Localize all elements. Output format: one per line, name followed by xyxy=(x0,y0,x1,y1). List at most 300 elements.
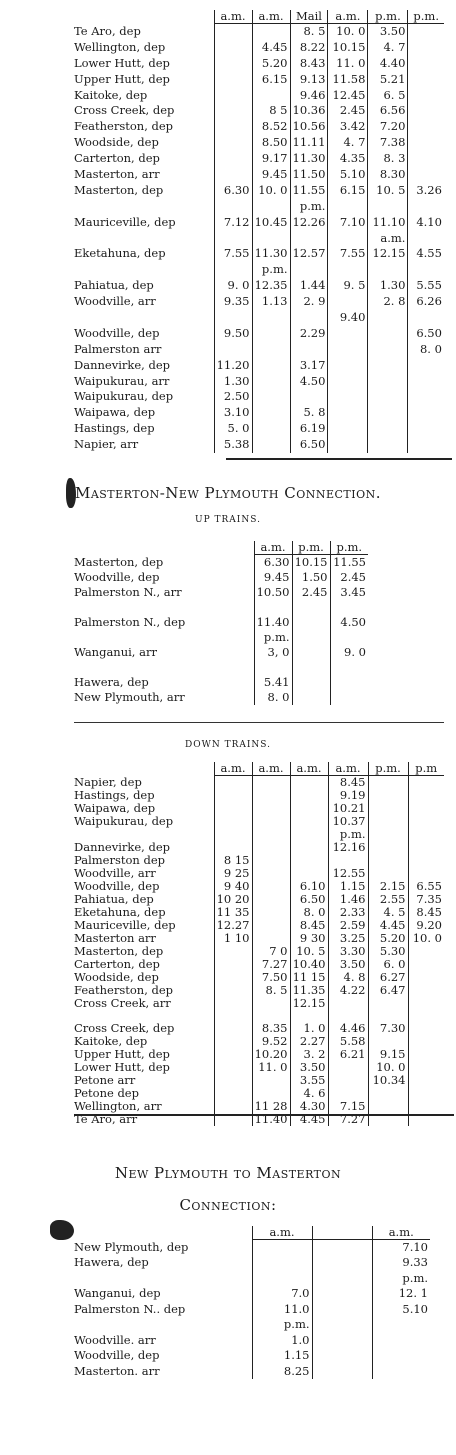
station-name: New Plymouth, arr xyxy=(74,689,185,704)
time-cell xyxy=(252,932,290,945)
rule-divider xyxy=(74,722,444,723)
time-cell: 7.30 xyxy=(368,1022,408,1035)
time-cell: p.m. xyxy=(372,1271,430,1287)
timetable-row xyxy=(74,919,444,932)
time-cell xyxy=(252,893,290,906)
station-name: Masterton, dep xyxy=(74,554,164,569)
time-cell: 2. 9 xyxy=(290,294,328,310)
time-cell: 4. 7 xyxy=(368,39,408,55)
time-cell: 3.45 xyxy=(330,585,368,600)
time-cell: 2.50 xyxy=(214,389,252,405)
time-cell xyxy=(328,1061,368,1074)
time-cell xyxy=(408,1010,444,1022)
time-cell: 8. 0 xyxy=(408,341,444,357)
time-cell xyxy=(328,325,368,341)
timetable-row xyxy=(74,151,444,167)
time-cell xyxy=(408,24,444,40)
timetable-row xyxy=(74,182,444,198)
time-cell xyxy=(214,167,252,183)
time-cell: 6.56 xyxy=(368,103,408,119)
time-cell xyxy=(408,421,444,437)
column-header: p.m. xyxy=(368,10,408,24)
time-cell xyxy=(368,1035,408,1048)
time-cell: 10.15 xyxy=(292,555,330,570)
time-cell xyxy=(408,1087,444,1100)
time-cell xyxy=(368,815,408,828)
timetable-row xyxy=(74,325,444,341)
time-cell xyxy=(368,841,408,854)
time-cell xyxy=(312,1271,372,1287)
station-name: Woodville, dep xyxy=(74,325,160,340)
time-cell xyxy=(408,776,444,790)
time-cell: 4.35 xyxy=(328,151,368,167)
time-cell xyxy=(290,341,328,357)
time-cell xyxy=(214,198,252,214)
time-cell: 5.41 xyxy=(254,675,292,690)
time-cell: 8. 0 xyxy=(290,906,328,919)
time-cell xyxy=(214,1061,252,1074)
timetable-row xyxy=(74,294,444,310)
time-cell: 6.15 xyxy=(328,182,368,198)
time-cell xyxy=(290,262,328,278)
time-cell xyxy=(330,690,368,705)
column-header: a.m. xyxy=(290,762,328,776)
down-trains-table xyxy=(74,762,444,1126)
station-name: Te Aro, arr xyxy=(74,1113,138,1127)
time-cell: 3.25 xyxy=(328,932,368,945)
time-cell xyxy=(408,198,444,214)
time-cell xyxy=(328,230,368,246)
column-header: a.m. xyxy=(254,541,292,555)
time-cell xyxy=(292,690,330,705)
time-cell: 9.35 xyxy=(214,294,252,310)
time-cell xyxy=(408,958,444,971)
time-cell xyxy=(408,984,444,997)
time-cell xyxy=(252,87,290,103)
timetable-row xyxy=(74,1333,430,1349)
time-cell xyxy=(252,341,290,357)
time-cell xyxy=(252,802,290,815)
column-header xyxy=(312,1226,372,1240)
timetable-row xyxy=(74,893,444,906)
time-cell: 6.47 xyxy=(368,984,408,997)
station-name xyxy=(74,230,214,246)
time-cell: 8. 5 xyxy=(290,24,328,40)
time-cell: 12.26 xyxy=(290,214,328,230)
time-cell: 9.33 xyxy=(372,1255,430,1271)
time-cell: 11.30 xyxy=(252,246,290,262)
time-cell xyxy=(252,1087,290,1100)
time-cell: 3.42 xyxy=(328,119,368,135)
time-cell xyxy=(408,389,444,405)
station-name: Palmerston arr xyxy=(74,341,162,356)
timetable-row xyxy=(74,1271,430,1287)
time-cell: 6.30 xyxy=(254,555,292,570)
time-cell: 2. 8 xyxy=(368,294,408,310)
station-name: Waipukurau, dep xyxy=(74,815,174,828)
time-cell xyxy=(252,1074,290,1087)
station-name xyxy=(74,630,254,645)
timetable-row xyxy=(74,198,444,214)
timetable-row xyxy=(74,1240,430,1256)
time-cell: 11.55 xyxy=(290,182,328,198)
time-cell: 11. 0 xyxy=(328,55,368,71)
time-cell: 9.45 xyxy=(252,167,290,183)
time-cell xyxy=(214,1010,252,1022)
time-cell xyxy=(408,945,444,958)
time-cell: 10 20 xyxy=(214,893,252,906)
station-name: Hastings, dep xyxy=(74,789,155,802)
time-cell xyxy=(328,1010,368,1022)
station-name: Napier, arr xyxy=(74,437,139,452)
time-cell: 9.50 xyxy=(214,325,252,341)
time-cell xyxy=(252,880,290,893)
time-cell: 4.30 xyxy=(290,1100,328,1113)
station-name: Wanganui, arr xyxy=(74,644,157,659)
time-cell: 9.45 xyxy=(254,570,292,585)
time-cell: 9.52 xyxy=(252,1035,290,1048)
station-name: Petone dep xyxy=(74,1087,139,1101)
time-cell: 10.34 xyxy=(368,1074,408,1087)
time-cell xyxy=(290,789,328,802)
timetable-row xyxy=(74,119,444,135)
timetable-row xyxy=(74,389,444,405)
timetable-row xyxy=(74,802,444,815)
column-header: Mail xyxy=(290,10,328,24)
time-cell xyxy=(312,1317,372,1333)
time-cell: 5.10 xyxy=(328,167,368,183)
time-cell: 3, 0 xyxy=(254,645,292,660)
time-cell xyxy=(408,828,444,841)
timetable-row xyxy=(74,135,444,151)
time-cell: 8.30 xyxy=(368,167,408,183)
time-cell xyxy=(214,230,252,246)
ink-blot xyxy=(50,1220,74,1240)
rule-divider xyxy=(74,1114,454,1116)
timetable-row xyxy=(74,945,444,958)
time-cell: 6.27 xyxy=(368,971,408,984)
time-cell xyxy=(252,789,290,802)
time-cell: 4.40 xyxy=(368,55,408,71)
time-cell: 1 10 xyxy=(214,932,252,945)
timetable-row xyxy=(74,828,444,841)
timetable-row xyxy=(74,1048,444,1061)
timetable-row xyxy=(74,585,368,600)
station-name: Masterton arr xyxy=(74,932,156,945)
time-cell xyxy=(290,230,328,246)
time-cell xyxy=(368,198,408,214)
time-cell: 8.45 xyxy=(290,919,328,932)
timetable-row xyxy=(74,1317,430,1333)
time-cell xyxy=(368,867,408,880)
time-cell: 4.45 xyxy=(290,1113,328,1126)
station-name: Woodville, dep xyxy=(74,1348,160,1363)
section-title-masterton-new-plymouth: Masterton-New Plymouth Connection. xyxy=(74,484,382,502)
time-cell xyxy=(290,389,328,405)
time-cell: 9.46 xyxy=(290,87,328,103)
timetable-row xyxy=(74,776,444,790)
time-cell: 11.40 xyxy=(252,1113,290,1126)
time-cell xyxy=(408,405,444,421)
time-cell: 5.30 xyxy=(368,945,408,958)
time-cell: 2.29 xyxy=(290,325,328,341)
time-cell xyxy=(408,997,444,1010)
time-cell: 11 35 xyxy=(214,906,252,919)
timetable-row xyxy=(74,789,444,802)
time-cell: 8.35 xyxy=(252,1022,290,1035)
time-cell: 3.50 xyxy=(368,24,408,40)
time-cell: 11.0 xyxy=(252,1302,312,1318)
time-cell xyxy=(252,854,290,867)
time-cell: 10.21 xyxy=(328,802,368,815)
time-cell: 5.10 xyxy=(372,1302,430,1318)
timetable-row xyxy=(74,1255,430,1271)
time-cell xyxy=(214,945,252,958)
station-name: Eketahuna, dep xyxy=(74,246,166,261)
time-cell: 6. 5 xyxy=(368,87,408,103)
time-cell xyxy=(368,357,408,373)
timetable-row xyxy=(74,867,444,880)
time-cell: 4. 8 xyxy=(328,971,368,984)
time-cell xyxy=(214,341,252,357)
time-cell xyxy=(368,1100,408,1113)
timetable-row xyxy=(74,1087,444,1100)
time-cell xyxy=(252,310,290,326)
time-cell xyxy=(408,815,444,828)
timetable-row xyxy=(74,600,368,615)
time-cell xyxy=(408,841,444,854)
time-cell: 10.40 xyxy=(290,958,328,971)
time-cell: 3.50 xyxy=(328,958,368,971)
time-cell xyxy=(214,802,252,815)
time-cell xyxy=(408,357,444,373)
time-cell: 12.15 xyxy=(368,246,408,262)
up-trains-table xyxy=(74,541,368,705)
station-name: Featherston, dep xyxy=(74,119,174,134)
time-cell: 9 40 xyxy=(214,880,252,893)
time-cell xyxy=(330,675,368,690)
time-cell xyxy=(214,135,252,151)
time-cell xyxy=(214,39,252,55)
time-cell: 10.37 xyxy=(328,815,368,828)
time-cell: 9. 0 xyxy=(330,645,368,660)
station-name: Waipukurau, arr xyxy=(74,373,170,388)
header-blank xyxy=(74,541,254,555)
timetable-row xyxy=(74,932,444,945)
header-row xyxy=(74,10,444,24)
time-cell xyxy=(328,1087,368,1100)
station-name: Palmerston N., arr xyxy=(74,584,182,599)
station-name: Hastings, dep xyxy=(74,421,155,436)
timetable-row xyxy=(74,971,444,984)
time-cell xyxy=(214,815,252,828)
time-cell xyxy=(214,1087,252,1100)
time-cell xyxy=(252,919,290,932)
station-name xyxy=(74,660,254,675)
column-header: a.m. xyxy=(252,1226,312,1240)
time-cell xyxy=(214,997,252,1010)
time-cell: 6.10 xyxy=(290,880,328,893)
time-cell xyxy=(328,373,368,389)
time-cell xyxy=(408,1061,444,1074)
time-cell: 7.35 xyxy=(408,893,444,906)
time-cell xyxy=(292,660,330,675)
column-header: a.m. xyxy=(328,762,368,776)
station-name: Woodville, arr xyxy=(74,294,156,309)
time-cell: 9.19 xyxy=(328,789,368,802)
time-cell: 1.46 xyxy=(328,893,368,906)
time-cell: 8.25 xyxy=(252,1364,312,1380)
timetable-row xyxy=(74,841,444,854)
time-cell xyxy=(290,802,328,815)
timetable-row xyxy=(74,278,444,294)
time-cell: 1.0 xyxy=(252,1333,312,1349)
column-header: a.m. xyxy=(372,1226,430,1240)
time-cell xyxy=(214,1048,252,1061)
time-cell: 10.56 xyxy=(290,119,328,135)
time-cell xyxy=(290,841,328,854)
time-cell: 9.20 xyxy=(408,919,444,932)
time-cell: 8. 3 xyxy=(368,151,408,167)
timetable-row xyxy=(74,570,368,585)
time-cell xyxy=(368,802,408,815)
time-cell: 1. 0 xyxy=(290,1022,328,1035)
time-cell: 11.30 xyxy=(290,151,328,167)
timetable-row xyxy=(74,854,444,867)
time-cell xyxy=(408,1100,444,1113)
time-cell: 11.20 xyxy=(214,357,252,373)
time-cell xyxy=(252,421,290,437)
time-cell: 8.45 xyxy=(408,906,444,919)
station-name: New Plymouth, dep xyxy=(74,1239,189,1254)
time-cell xyxy=(214,1100,252,1113)
station-name: Cross Creek, dep xyxy=(74,1022,175,1036)
time-cell: 11 28 xyxy=(252,1100,290,1113)
time-cell: 5.20 xyxy=(368,932,408,945)
header-row xyxy=(74,762,444,776)
time-cell xyxy=(408,230,444,246)
timetable-row xyxy=(74,262,444,278)
time-cell xyxy=(292,675,330,690)
station-name: Te Aro, dep xyxy=(74,23,141,38)
time-cell: 7.27 xyxy=(252,958,290,971)
time-cell xyxy=(252,997,290,1010)
time-cell: 1.13 xyxy=(252,294,290,310)
time-cell xyxy=(372,1364,430,1380)
time-cell: 7.50 xyxy=(252,971,290,984)
timetable-row xyxy=(74,167,444,183)
time-cell xyxy=(312,1302,372,1318)
column-header: p.m. xyxy=(408,10,444,24)
time-cell xyxy=(372,1317,430,1333)
time-cell: p.m. xyxy=(252,1317,312,1333)
column-header: a.m. xyxy=(328,10,368,24)
time-cell xyxy=(368,262,408,278)
station-name: Eketahuna, dep xyxy=(74,906,166,919)
time-cell xyxy=(328,405,368,421)
time-cell xyxy=(312,1286,372,1302)
time-cell: 12.35 xyxy=(252,278,290,294)
column-header: p.m. xyxy=(330,541,368,555)
time-cell: p.m. xyxy=(254,630,292,645)
new-plymouth-to-masterton-table xyxy=(74,1226,430,1379)
time-cell: 6. 0 xyxy=(368,958,408,971)
time-cell: p.m. xyxy=(328,828,368,841)
time-cell xyxy=(368,1087,408,1100)
time-cell: 3.10 xyxy=(214,405,252,421)
main-timetable-section xyxy=(74,10,444,453)
time-cell xyxy=(254,660,292,675)
timetable-row xyxy=(74,997,444,1010)
time-cell xyxy=(408,87,444,103)
time-cell: 10.50 xyxy=(254,585,292,600)
station-name: Woodville, dep xyxy=(74,880,160,893)
timetable-row xyxy=(74,815,444,828)
time-cell: 7.12 xyxy=(214,214,252,230)
time-cell: 3.30 xyxy=(328,945,368,958)
time-cell xyxy=(214,262,252,278)
station-name: Featherston, dep xyxy=(74,984,174,997)
station-name: Masterton, dep xyxy=(74,945,164,958)
time-cell xyxy=(328,1074,368,1087)
time-cell: 11.35 xyxy=(290,984,328,997)
time-cell xyxy=(368,997,408,1010)
time-cell xyxy=(292,630,330,645)
timetable-row xyxy=(74,87,444,103)
time-cell xyxy=(368,341,408,357)
time-cell xyxy=(252,373,290,389)
time-cell: 7.15 xyxy=(328,1100,368,1113)
time-cell xyxy=(408,151,444,167)
station-name: Upper Hutt, dep xyxy=(74,71,170,86)
time-cell: 8. 0 xyxy=(254,690,292,705)
station-name: Waipawa, dep xyxy=(74,405,156,420)
time-cell xyxy=(368,437,408,453)
time-cell xyxy=(408,39,444,55)
time-cell xyxy=(252,437,290,453)
time-cell xyxy=(328,341,368,357)
time-cell xyxy=(408,103,444,119)
time-cell: 10. 5 xyxy=(368,182,408,198)
section-subtitle-up-trains: UP TRAINS. xyxy=(195,515,261,525)
section-title-connection: Connection: xyxy=(179,1196,277,1214)
time-cell: 9.15 xyxy=(368,1048,408,1061)
timetable-row xyxy=(74,437,444,453)
time-cell: 8 5 xyxy=(252,103,290,119)
time-cell: 7.55 xyxy=(328,246,368,262)
station-name: Wellington, arr xyxy=(74,1100,162,1114)
time-cell xyxy=(368,310,408,326)
time-cell xyxy=(252,405,290,421)
time-cell: 7.10 xyxy=(328,214,368,230)
time-cell: 8. 5 xyxy=(252,984,290,997)
timetable-row xyxy=(74,906,444,919)
timetable-row xyxy=(74,615,368,630)
time-cell: 6.26 xyxy=(408,294,444,310)
timetable-row xyxy=(74,214,444,230)
time-cell xyxy=(290,776,328,790)
time-cell: 9. 0 xyxy=(214,278,252,294)
time-cell: 1.44 xyxy=(290,278,328,294)
station-name: Upper Hutt, dep xyxy=(74,1048,170,1062)
station-name: Woodville, arr xyxy=(74,867,156,880)
timetable-row xyxy=(74,1100,444,1113)
time-cell: 4.45 xyxy=(252,39,290,55)
station-name xyxy=(74,1010,214,1022)
time-cell: 2.59 xyxy=(328,919,368,932)
time-cell xyxy=(290,310,328,326)
time-cell xyxy=(408,971,444,984)
